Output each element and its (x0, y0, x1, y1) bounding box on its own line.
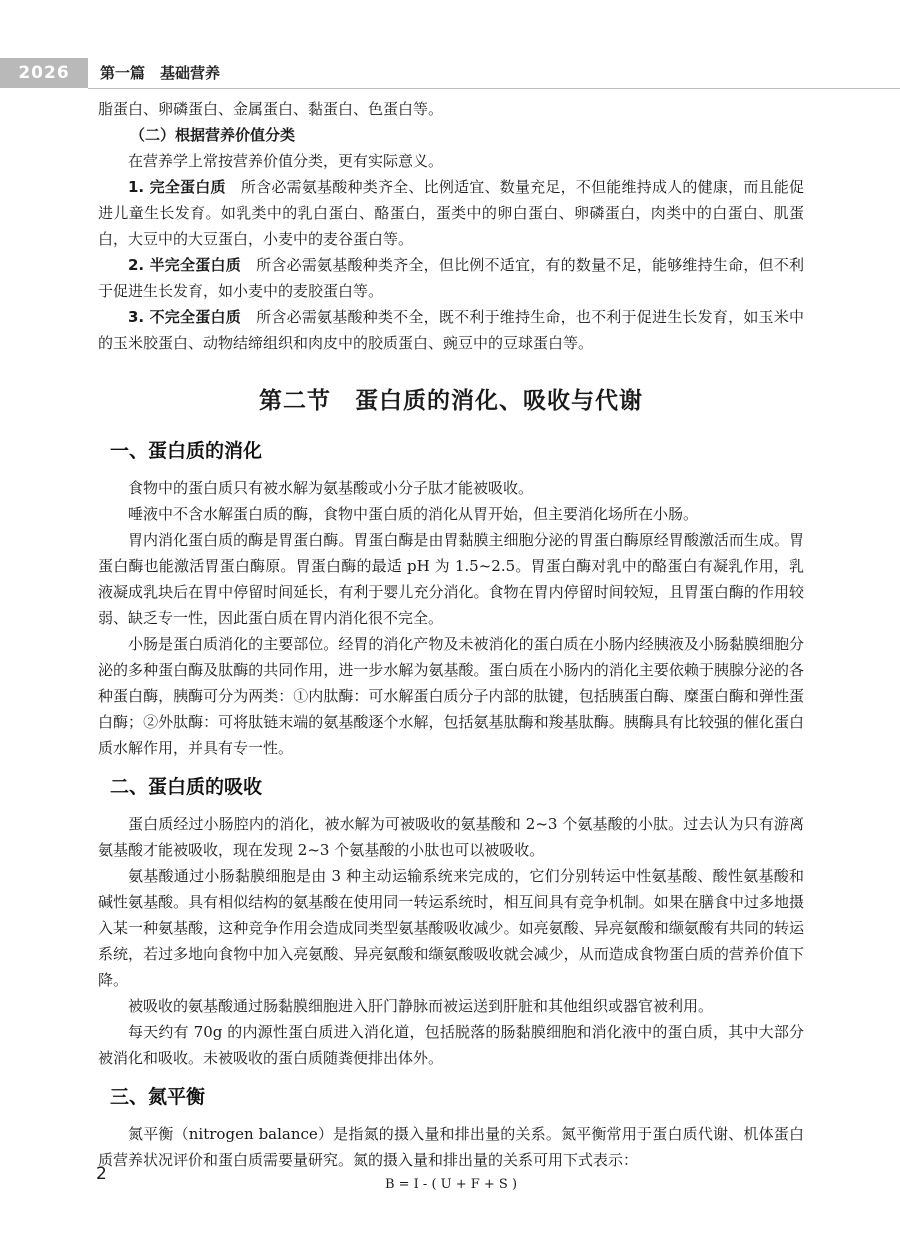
paragraph: 食物中的蛋白质只有被水解为氨基酸或小分子肽才能被吸收。 (128, 479, 534, 497)
subheading-nutrition-value: （二）根据营养价值分类 (130, 126, 296, 144)
running-header (0, 58, 900, 88)
term-label: 3. 不完全蛋白质 (128, 308, 241, 326)
paragraph: 胃内消化蛋白质的酶是胃蛋白酶。胃蛋白酶是由胃黏膜主细胞分泌的胃蛋白酶原经胃酸激活而生成。胃蛋白酶也能激活胃蛋白酶原。胃蛋白酶的最适 pH 为 1.5~2.5。胃蛋白酶对乳中的酪蛋白有凝乳作用，乳液凝成乳块后在胃中停留时间延长，有利于婴儿充分消化。食物在胃内停留时间较短，且胃蛋白酶的作用较弱、缺乏专一性，因此蛋白质在胃内消化很不完全。 (98, 531, 804, 627)
header-rule (88, 88, 900, 89)
term-text: 所含必需氨基酸种类齐全，但比例不适宜，有的数量不足，能够维持生命，但不利于促进生长发育，如小麦中的麦胶蛋白等。 (98, 256, 804, 300)
paragraph: 氮平衡（nitrogen balance）是指氮的摄入量和排出量的关系。氮平衡常用于蛋白质代谢、机体蛋白质营养状况评价和蛋白质需要量研究。氮的摄入量和排出量的关系可用下式表示： (98, 1125, 804, 1169)
paragraph: 蛋白质经过小肠腔内的消化，被水解为可被吸收的氨基酸和 2~3 个氨基酸的小肽。过去认为只有游离氨基酸才能被吸收，现在发现 2~3 个氨基酸的小肽也可以被吸收。 (98, 815, 804, 859)
term-text: 所含必需氨基酸种类齐全、比例适宜、数量充足，不但能维持成人的健康，而且能促进儿童生长发育。如乳类中的乳白蛋白、酪蛋白，蛋类中的卵白蛋白、卵磷蛋白，肉类中的白蛋白、肌蛋白，大豆中的大豆蛋白，小麦中的麦谷蛋白等。 (98, 178, 804, 248)
paragraph: 小肠是蛋白质消化的主要部位。经胃的消化产物及未被消化的蛋白质在小肠内经胰液及小肠黏膜细胞分泌的多种蛋白酶及肽酶的共同作用，进一步水解为氨基酸。蛋白质在小肠内的消化主要依赖于胰腺分泌的各种蛋白酶，胰酶可分为两类：①内肽酶：可水解蛋白质分子内部的肽键，包括胰蛋白酶、糜蛋白酶和弹性蛋白酶；②外肽酶：可将肽链末端的氨基酸逐个水解，包括氨基肽酶和羧基肽酶。胰酶具有比较强的催化蛋白质水解作用，并具有专一性。 (98, 635, 804, 757)
heading-nitrogen-balance: 三、氮平衡 (110, 1086, 206, 1108)
term-label: 2. 半完全蛋白质 (128, 256, 241, 274)
paragraph: 被吸收的氨基酸通过肠黏膜细胞进入肝门静脉而被运送到肝脏和其他组织或器官被利用。 (128, 997, 714, 1015)
page-number: 2 (96, 1164, 107, 1184)
nitrogen-balance-formula: B = I - ( U + F + S ) (384, 1177, 518, 1192)
page-body (98, 96, 804, 1197)
item-semi-complete-protein (98, 252, 804, 304)
paragraph: 氨基酸通过小肠黏膜细胞是由 3 种主动运输系统来完成的，它们分别转运中性氨基酸、酸性氨基酸和碱性氨基酸。具有相似结构的氨基酸在使用同一转运系统时，相互间具有竞争机制。如果在膳食中过多地摄入某一种氨基酸，这种竞争作用会造成同类型氨基酸吸收减少。如亮氨酸、异亮氨酸和缬氨酸有共同的转运系统，若过多地向食物中加入亮氨酸、异亮氨酸和缬氨酸吸收就会减少，从而造成食物蛋白质的营养价值下降。 (98, 867, 804, 989)
paragraph: 每天约有 70g 的内源性蛋白质进入消化道，包括脱落的肠黏膜细胞和消化液中的蛋白质，其中大部分被消化和吸收。未被吸收的蛋白质随粪便排出体外。 (98, 1023, 804, 1067)
term-text: 所含必需氨基酸种类不全，既不利于维持生命，也不利于促进生长发育，如玉米中的玉米胶蛋白、动物结缔组织和肉皮中的胶质蛋白、豌豆中的豆球蛋白等。 (98, 308, 804, 352)
item-incomplete-protein (98, 304, 804, 356)
paragraph: 唾液中不含水解蛋白质的酶，食物中蛋白质的消化从胃开始，但主要消化场所在小肠。 (128, 505, 699, 523)
heading-digestion: 一、蛋白质的消化 (110, 440, 263, 462)
continued-paragraph: 脂蛋白、卵磷蛋白、金属蛋白、黏蛋白、色蛋白等。 (98, 100, 444, 118)
term-label: 1. 完全蛋白质 (128, 178, 226, 196)
heading-absorption: 二、蛋白质的吸收 (110, 776, 263, 798)
item-complete-protein (98, 174, 804, 252)
paragraph: 在营养学上常按营养价值分类，更有实际意义。 (128, 152, 444, 170)
chapter-title: 第一篇 基础营养 (100, 64, 221, 82)
section-title: 第二节 蛋白质的消化、吸收与代谢 (259, 387, 643, 414)
year-tab: 2026 (0, 58, 88, 88)
